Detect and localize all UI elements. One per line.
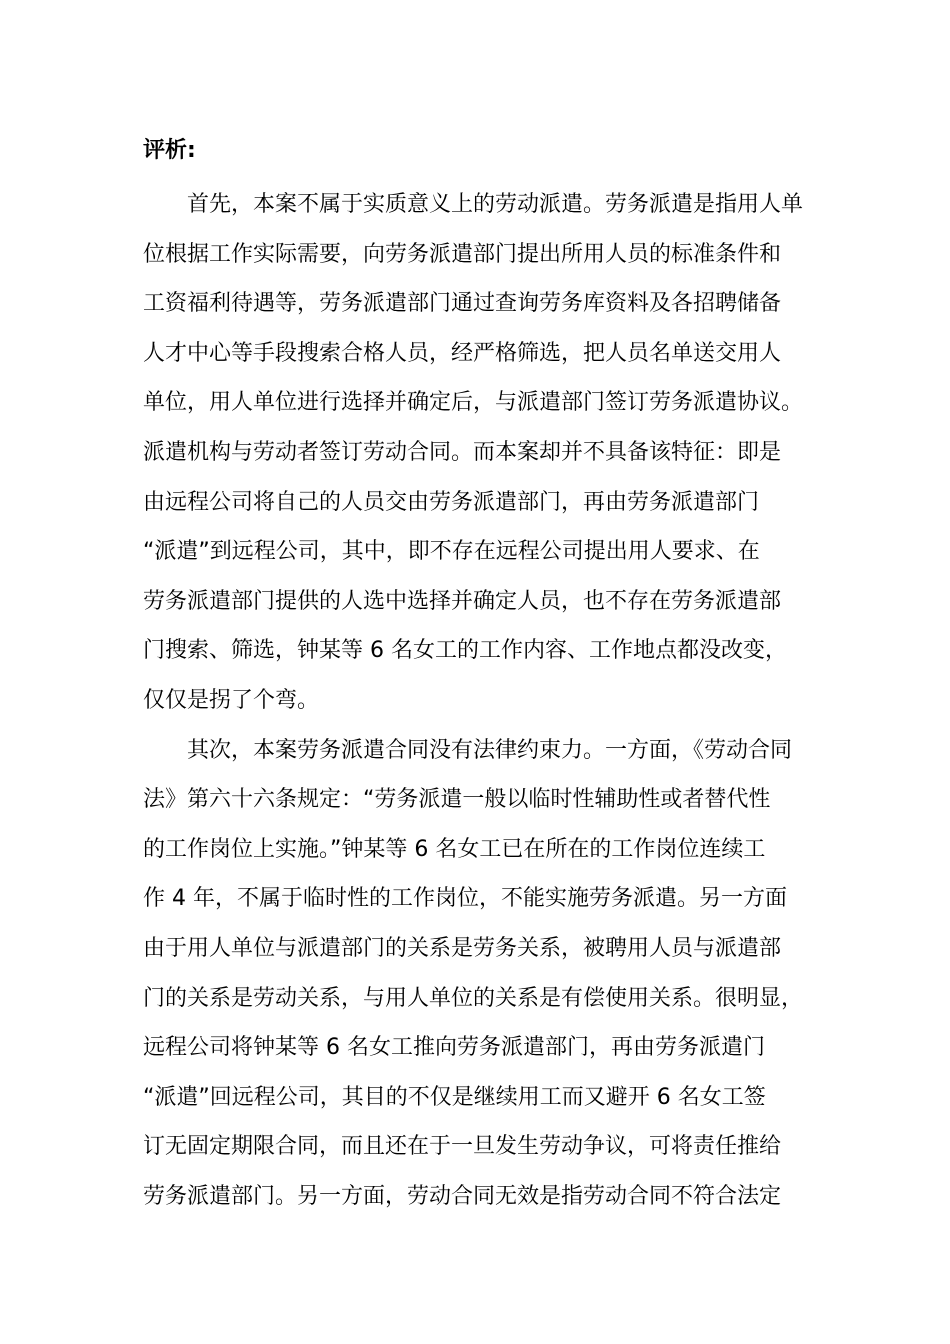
text-line: 位根据工作实际需要，向劳务派遣部门提出所用人员的标准条件和 xyxy=(143,241,782,267)
section-heading: 评析: xyxy=(143,138,196,163)
text-line: 订无固定期限合同，而且还在于一旦发生劳动争议，可将责任推给 xyxy=(143,1134,782,1160)
text-line: 的工作岗位上实施。”钟某等 6 名女工已在所在的工作岗位连续工 xyxy=(143,836,766,862)
text-line: 其次，本案劳务派遣合同没有法律约束力。一方面，《劳动合同 xyxy=(143,737,793,763)
text-line: 劳务派遣部门提供的人选中选择并确定人员，也不存在劳务派遣部 xyxy=(143,588,782,614)
text-line: 派遣机构与劳动者签订劳动合同。而本案却并不具备该特征：即是 xyxy=(143,439,782,465)
text-line: 远程公司将钟某等 6 名女工推向劳务派遣部门，再由劳务派遣门 xyxy=(143,1035,765,1061)
text-line: 工资福利待遇等，劳务派遣部门通过查询劳务库资料及各招聘储备 xyxy=(143,291,782,317)
text-line: “派遣”到远程公司，其中，即不存在远程公司提出用人要求、在 xyxy=(143,539,760,565)
text-line: 由远程公司将自己的人员交由劳务派遣部门，再由劳务派遣部门 xyxy=(143,489,760,515)
text-line: 首先，本案不属于实质意义上的劳动派遣。劳务派遣是指用人单 xyxy=(143,192,804,217)
text-line: 人才中心等手段搜索合格人员，经严格筛选，把人员名单送交用人 xyxy=(143,340,782,366)
body-text xyxy=(143,180,823,1221)
text-line: 单位，用人单位进行选择并确定后，与派遣部门签订劳务派遣协议。 xyxy=(143,390,804,416)
text-line: “派遣”回远程公司，其目的不仅是继续用工而又避开 6 名女工签 xyxy=(143,1084,766,1110)
text-line: 仅仅是拐了个弯。 xyxy=(143,687,320,713)
text-line: 门搜索、筛选，钟某等 6 名女工的工作内容、工作地点都没改变， xyxy=(143,638,787,664)
text-line: 门的关系是劳动关系，与用人单位的关系是有偿使用关系。很明显， xyxy=(143,985,804,1011)
text-line: 法》第六十六条规定：“劳务派遣一般以临时性辅助性或者替代性 xyxy=(143,787,771,813)
text-line: 作 4 年，不属于临时性的工作岗位，不能实施劳务派遣。另一方面 xyxy=(143,886,787,912)
text-line: 由于用人单位与派遣部门的关系是劳务关系，被聘用人员与派遣部 xyxy=(143,935,782,961)
text-line: 劳务派遣部门。另一方面，劳动合同无效是指劳动合同不符合法定 xyxy=(143,1183,782,1209)
